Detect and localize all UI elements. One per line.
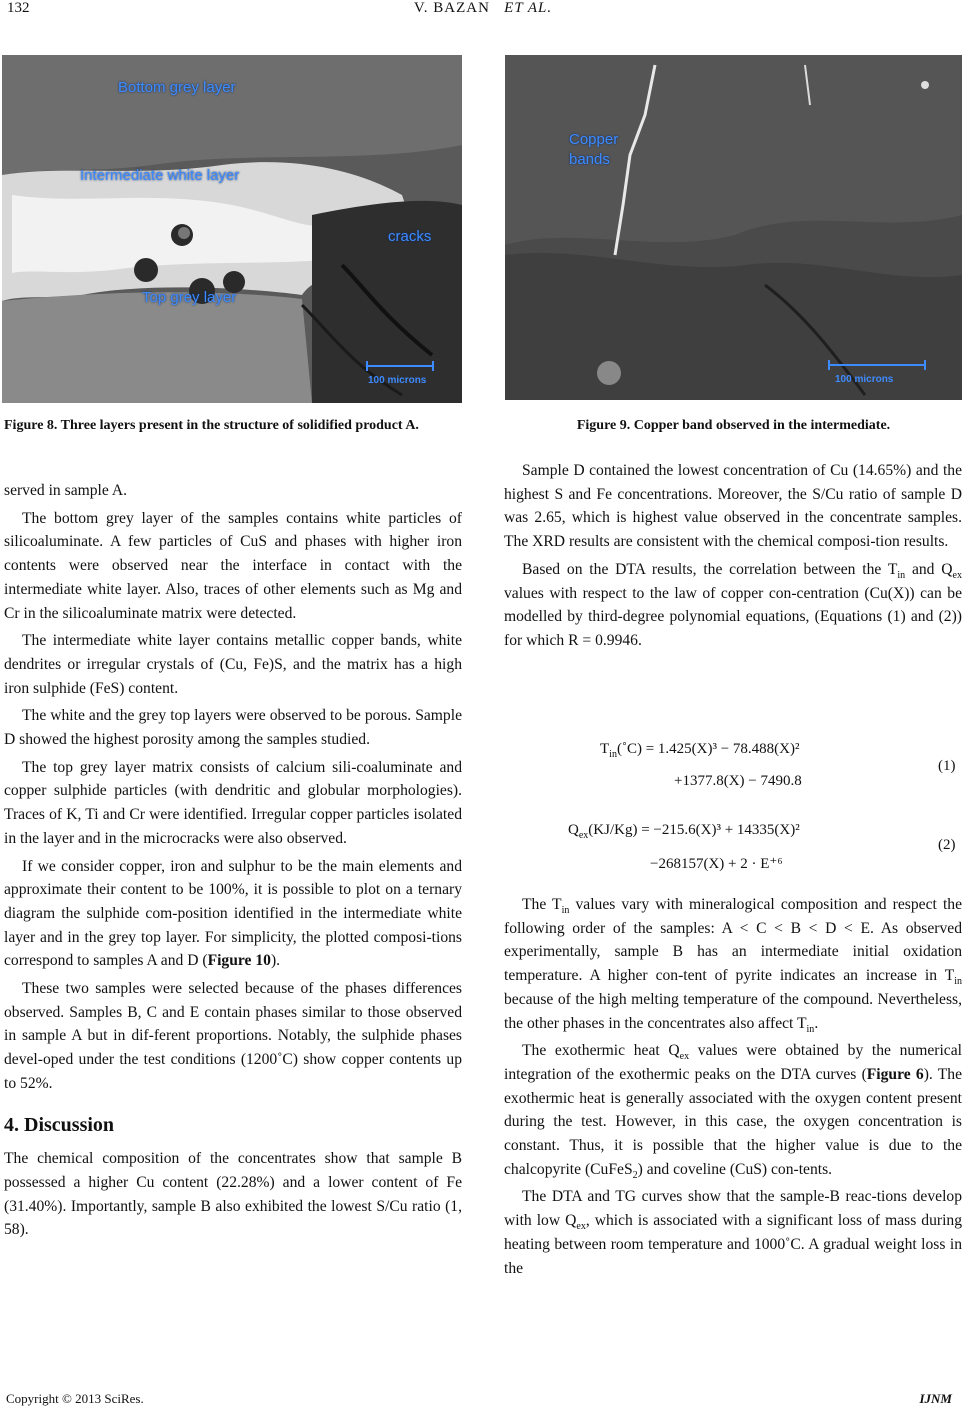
equation-2-number: (2) <box>938 837 956 853</box>
label-bottom-grey-layer: Bottom grey layer <box>118 79 236 96</box>
subscript: in <box>897 569 906 581</box>
subscript: in <box>806 1023 815 1035</box>
paragraph <box>4 855 462 974</box>
subscript: in <box>609 749 617 760</box>
subscript: ex <box>578 830 589 841</box>
paragraph <box>504 558 962 653</box>
figure-6-link[interactable]: Figure 6 <box>866 1065 924 1083</box>
paragraph: The white and the grey top layers were observed to be porous. Sample D showed the highest porosity among the samples studied. <box>4 707 462 749</box>
text-span: and Q <box>905 560 953 578</box>
eq-text: (KJ/Kg) = −215.6(X)³ + 14335(X)² <box>588 822 800 838</box>
subscript: ex <box>952 569 962 581</box>
copyright: Copyright © 2013 SciRes. <box>6 1391 144 1406</box>
text-span: , which is associated with a significant loss of mass during heating between room temperature and 1000˚C. A gradual weight loss in the <box>504 1212 962 1277</box>
figure-8-image <box>2 55 462 403</box>
paragraph: These two samples were selected because of the phases differences observed. Samples B, C and E contain phases similar to those observed in sample A but in dif-ferent proportions. Notably, the sulphide phases devel-oped under the test conditions (1200˚C) show copper contents up to 52%. <box>4 980 462 1092</box>
header-et-al: ET AL. <box>504 0 553 16</box>
text-span: values with respect to the law of copper con-centration (Cu(X)) can be modelled by third-degree polynomial equations, (Equations (1) and (2)) for which R = 0.9946. <box>504 584 962 649</box>
text-span: ). The exothermic heat is generally associated with the oxygen content present during the test. However, in this case, the oxygen concentration is constant. Thus, it is possible that the higher value is due to the chalcopyrite (CuFeS <box>504 1065 962 1178</box>
eq-symbol: T <box>600 741 610 757</box>
right-column-top <box>504 459 962 653</box>
subscript: in <box>561 905 570 917</box>
eq-text: +1377.8(X) − 7490.8 <box>674 773 802 789</box>
scale-label: 100 microns <box>835 374 894 385</box>
label-top-grey-layer: Top grey layer <box>142 289 237 306</box>
paragraph: The chemical composition of the concentrates show that sample B possessed a higher Cu content (22.28%) and a lower content of Fe (31.40%). Importantly, sample B also exhibited the lowest S/Cu ratio (1, 58). <box>4 1150 462 1239</box>
left-column <box>4 479 462 1242</box>
figure-10-link[interactable]: Figure 10 <box>207 952 271 970</box>
eq-symbol: Q <box>568 822 579 838</box>
equation-1-number: (1) <box>938 758 956 774</box>
figure-8-caption: Figure 8. Three layers present in the structure of solidified product A. <box>4 418 419 433</box>
text-span: ) and coveline (CuS) con-tents. <box>637 1160 833 1178</box>
eq-text: −268157(X) + 2 · E⁺⁶ <box>650 856 783 872</box>
paragraph: Sample D contained the lowest concentration of Cu (14.65%) and the highest S and Fe concentrations. Moreover, the S/Cu ratio of sample D was 2.65, which is highest value observed in the concentrate samples. The XRD results are consistent with the chemical composi-tion results. <box>504 462 962 551</box>
label-cracks: cracks <box>388 228 432 245</box>
subscript: 2 <box>632 1169 638 1181</box>
text-span: If we consider copper, iron and sulphur to be the main elements and approximate their content to be 100%, it is possible to plot on a ternary diagram the sulphide com-position identified in the intermediate white layer and in the grey top layer. For simplicity, the plotted composi-tions correspond to samples A and D ( <box>4 857 462 970</box>
scale-label: 100 microns <box>368 375 427 386</box>
label-copper: Copper <box>569 131 619 148</box>
text-span: The T <box>522 896 562 913</box>
paragraph <box>504 1039 962 1181</box>
text-span: because of the high melting temperature of the compound. Nevertheless, the other phases in the concentrates also affect T <box>504 990 962 1032</box>
figure-9-image <box>505 55 962 400</box>
subscript: ex <box>576 1221 586 1233</box>
label-intermediate-white-layer: Intermediate white layer <box>80 167 240 184</box>
right-column-bottom <box>504 893 962 1280</box>
section-heading: 4. Discussion <box>4 1113 115 1136</box>
text-span: The exothermic heat Q <box>522 1042 680 1060</box>
equation-1 <box>600 741 900 801</box>
paragraph: served in sample A. <box>4 482 127 499</box>
text-span: values vary with mineralogical composition and respect the following order of the samples: A < C < B < D < E. As observed experimentally, sample B has an intermediate initial oxidation temperature. A higher con-tent of pyrite indicates an increase in T <box>504 896 962 985</box>
scale-bar <box>828 364 926 366</box>
paragraph: The bottom grey layer of the samples contains white particles of silicoaluminate. A few particles of CuS and phases with higher iron contents were observed near the interface in contact with the intermediate white layer. Also, traces of other elements such as Mg and Cr in the silicoaluminate matrix were detected. <box>4 509 462 622</box>
micrograph-texture <box>505 55 962 400</box>
running-header <box>0 0 966 17</box>
eq-text: (˚C) = 1.425(X)³ − 78.488(X)² <box>616 741 800 757</box>
journal-name: IJNM <box>919 1391 952 1406</box>
header-author: V. BAZAN <box>413 0 490 16</box>
equation-2 <box>568 822 898 882</box>
paragraph: The intermediate white layer contains metallic copper bands, white dendrites or irregular crystals of (Cu, Fe)S, and the matrix has a high iron sulphide (FeS) content. <box>4 632 462 697</box>
paragraph <box>504 1185 962 1280</box>
text-span: Based on the DTA results, the correlation between the T <box>522 560 898 578</box>
subscript: in <box>954 976 962 988</box>
text-span: . <box>814 1014 819 1032</box>
page-number: 132 <box>7 0 30 16</box>
text-span: ). <box>270 952 281 970</box>
paragraph: The top grey layer matrix consists of calcium sili-coaluminate and copper sulphide particles (with dendritic and globular morphologies). Traces of K, Ti and Cr were identified. Irregular copper particles isolated in the layer and in the microcracks were also observed. <box>4 758 462 847</box>
label-bands: bands <box>569 151 610 168</box>
figure-9-caption: Figure 9. Copper band observed in the intermediate. <box>576 418 891 433</box>
paragraph <box>504 893 962 1035</box>
text-span: values were obtained by the numerical integration of the exothermic peaks on the DTA curves ( <box>504 1042 962 1083</box>
scale-bar <box>366 365 434 367</box>
subscript: ex <box>679 1051 690 1063</box>
text-span: The DTA and TG curves show that the sample-B reac-tions develop with low Q <box>504 1188 962 1230</box>
